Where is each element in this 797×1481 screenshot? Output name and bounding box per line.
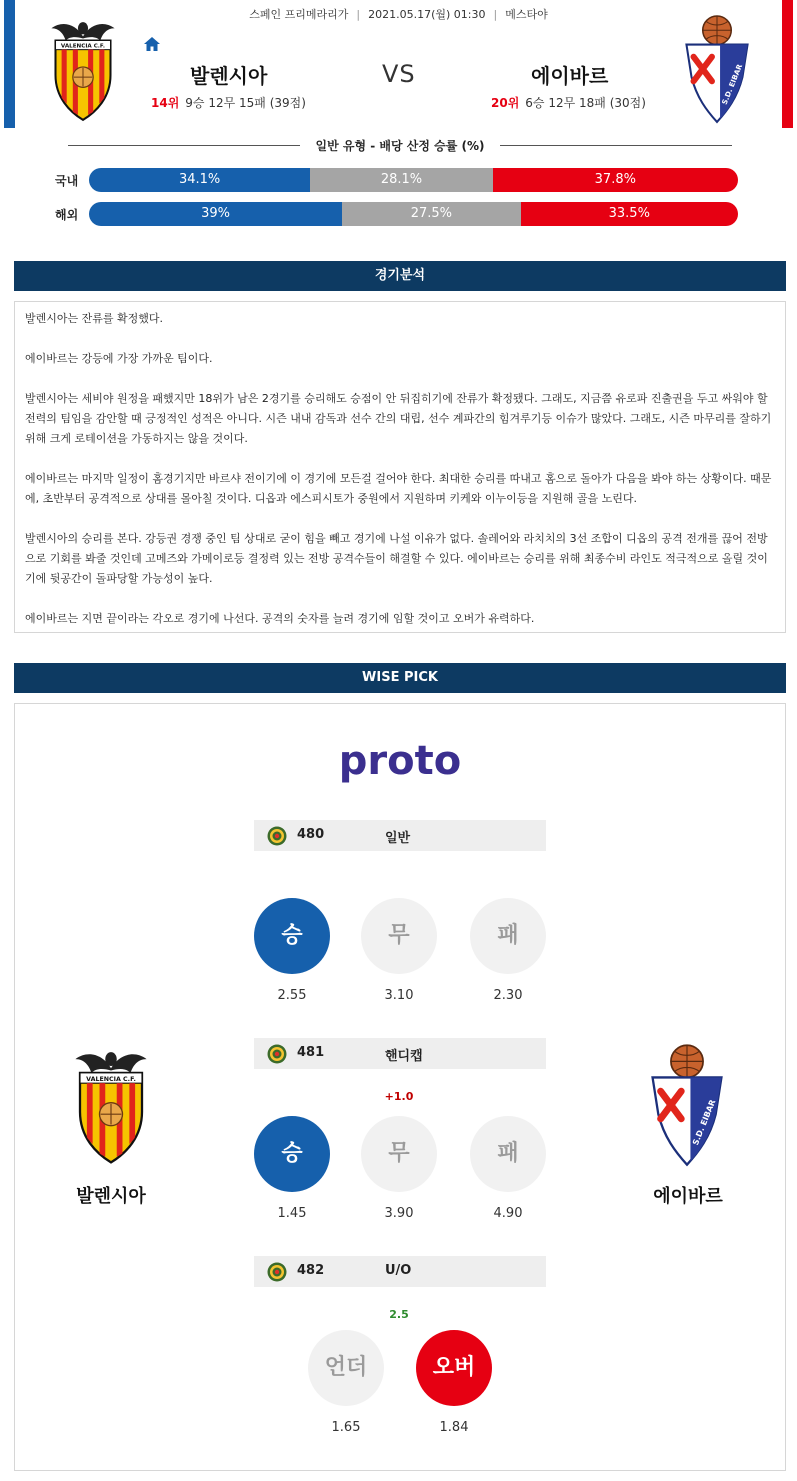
pick-option-button[interactable]: 무 [361,898,437,974]
game-number: 482 [297,1263,325,1278]
valencia-crest-icon [46,14,120,124]
pick-home-team-name: 발렌시아 [76,1186,146,1207]
pick-option-button[interactable]: 승 [254,1116,330,1192]
target-icon [267,1044,287,1064]
away-record-text: 6승 12무 18패 (30점) [525,96,646,110]
odds-bar [89,168,738,192]
game-strip [254,820,546,851]
analysis-header: 경기분석 [14,261,786,291]
pick-option-button[interactable]: 오버 [416,1330,492,1406]
valencia-crest-icon [70,1043,152,1167]
pick-option-button[interactable]: 승 [254,898,330,974]
pick-option-odd: 1.45 [277,1206,307,1221]
analysis-text-box [14,301,786,633]
away-rank: 20위 [491,96,520,110]
game-type: 일반 [385,831,411,846]
wise-pick-header: WISE PICK [14,663,786,693]
away-win-percentage: 37.8% [493,168,738,192]
home-icon[interactable] [143,36,161,52]
game-strip [254,1256,546,1287]
home-win-percentage: 39% [89,202,342,226]
league-name: 스페인 프리메라리가 [249,8,349,21]
pick-option-odd: 2.30 [493,988,523,1003]
pick-option-button[interactable]: 패 [470,1116,546,1192]
eibar-crest-icon [680,14,754,124]
game-strip [254,1038,546,1069]
pick-option-odd: 3.10 [384,988,414,1003]
venue-name: 메스타야 [505,8,548,21]
over-under-line: 2.5 [389,1308,409,1321]
target-icon [267,1262,287,1282]
draw-percentage: 27.5% [342,202,520,226]
pick-option-odd: 1.84 [439,1420,469,1435]
game-type: U/O [385,1263,412,1278]
home-team-name: 발렌시아 [190,64,268,88]
odds-title: 일반 유형 - 배당 산정 승률 (%) [300,137,500,154]
pick-option-odd: 4.90 [493,1206,523,1221]
analysis-paragraph: 에이바르는 지면 끝이라는 각오로 경기에 나선다. 공격의 숫자를 늘려 경기에 임할 것이고 오버가 유력하다. [25,612,535,625]
odds-row [0,202,797,226]
analysis-paragraph: 발렌시아의 승리를 본다. 강등권 경쟁 중인 팀 상대로 굳이 힘을 빼고 경기에 나설 이유가 없다. 솔레어와 라치치의 3선 조합이 디옵의 공격 전개를 끊어 전방으로 기회를 봐줄 것인데 고메즈와 가메이로등 결정력 있는 전방 공격수들이 해결할 수 있다. 에이바르는 승리를 위해 최종수비 라인도 적극적으로 올릴 것이기에 뒷공간이 돌파당할 가능성이 높다. [25,532,768,585]
home-rank: 14위 [151,96,180,110]
proto-logo [337,740,463,786]
away-win-percentage: 33.5% [521,202,738,226]
pick-away-team-name: 에이바르 [653,1186,723,1207]
analysis-paragraph: 발렌시아는 세비야 원정을 패했지만 18위가 남은 2경기를 승리해도 승점이 안 뒤집히기에 잔류가 확정됐다. 그래도, 지금쯤 유로파 진출권을 두고 싸워야 할 전력의 팀임을 감안할 때 긍정적인 성적은 아니다. 시즌 내내 감독과 선수 간의 대립, 선수 계파간의 힘겨루기등 이슈가 많았다. 그래도, 시즌 마무리를 잘하기 위해 크게 로테이션을 가동하지는 않을 것이다. [25,392,772,445]
draw-percentage: 28.1% [310,168,492,192]
analysis-paragraph: 에이바르는 마지막 일정이 홈경기지만 바르샤 전이기에 이 경기에 모든걸 걸어야 한다. 최대한 승리를 따내고 홈으로 돌아가 다음을 봐야 하는 상황이다. 때문에, 초반부터 공격적으로 상대를 몰아칠 것이다. 디옵과 에스피시토가 중원에서 지원하며 키케와 이누이등을 지원해 골을 노린다. [25,472,772,505]
vs-label: VS [382,60,416,88]
pick-option-odd: 1.65 [331,1420,361,1435]
game-number: 481 [297,1045,325,1060]
home-record-text: 9승 12무 15패 (39점) [185,96,306,110]
analysis-paragraph: 에이바르는 강등에 가장 가까운 팀이다. [25,352,213,365]
eibar-crest-icon [646,1043,728,1167]
home-win-percentage: 34.1% [89,168,310,192]
odds-row [0,168,797,192]
pick-option-button[interactable]: 패 [470,898,546,974]
home-record [151,94,306,111]
pick-option-odd: 3.90 [384,1206,414,1221]
odds-bar [89,202,738,226]
away-record [491,94,646,111]
game-number: 480 [297,827,325,842]
odds-row-label: 해외 [55,208,79,222]
proto-logo-text: proto [338,740,462,784]
analysis-paragraph: 발렌시아는 잔류를 확정했다. [25,312,164,325]
handicap-line: +1.0 [384,1090,414,1103]
pick-option-button[interactable]: 무 [361,1116,437,1192]
odds-row-label: 국내 [55,174,79,188]
pick-option-button[interactable]: 언더 [308,1330,384,1406]
away-team-name: 에이바르 [531,64,609,88]
target-icon [267,826,287,846]
match-datetime: 2021.05.17(월) 01:30 [368,8,486,21]
pick-option-odd: 2.55 [277,988,307,1003]
match-meta: 스페인 프리메라리가 | 2021.05.17(월) 01:30 | 메스타야 [249,8,548,21]
game-type: 핸디캡 [385,1049,423,1064]
